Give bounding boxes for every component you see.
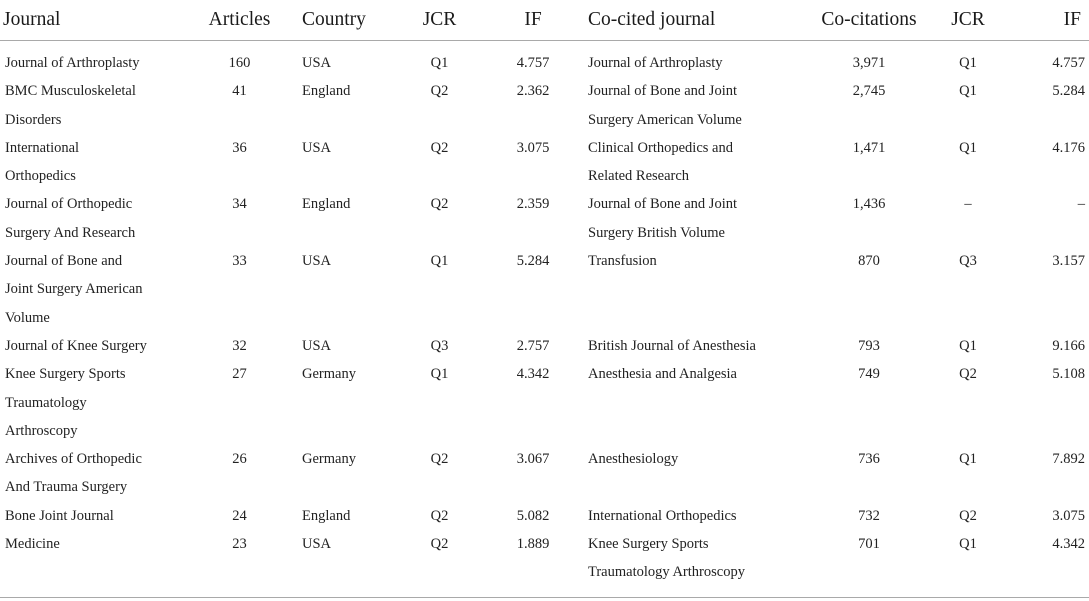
cell-if: 5.284 [516, 253, 550, 270]
cell-country: Germany [302, 451, 356, 468]
cell-co-cited-journal [583, 332, 816, 360]
cell-if: 3.075 [516, 139, 550, 156]
cell-country: England [302, 83, 351, 100]
table-row [0, 360, 1089, 445]
cell-if: 2.359 [516, 196, 550, 213]
cell-co-cited-journal-line: British Journal of Anesthesia [588, 337, 756, 354]
cell-co-cited-journal [583, 445, 816, 502]
cell-co-jcr: Q2 [959, 507, 977, 524]
cell-journal [0, 77, 183, 134]
cell-journal-line: Orthopedics [5, 168, 76, 185]
cell-country: USA [302, 253, 332, 270]
table-row [0, 41, 1089, 78]
cell-jcr: Q1 [430, 366, 449, 383]
cell-co-cited-journal-line: Related Research [588, 168, 690, 185]
cell-co-citations: 1,471 [852, 139, 886, 156]
cell-journal-line: International [5, 139, 80, 156]
cell-co-jcr: Q1 [959, 139, 977, 156]
cell-co-cited-journal-line: Journal of Arthroplasty [588, 55, 723, 71]
cell-co-cited-journal-line: Surgery British Volume [588, 224, 725, 241]
cell-co-cited-journal-line: International Orthopedics [588, 507, 737, 524]
cell-journal-line: Medicine [5, 536, 60, 553]
cell-articles: 23 [232, 536, 247, 553]
cell-if: 3.067 [516, 451, 550, 468]
cell-co-cited-journal [583, 41, 816, 78]
cell-if: 4.342 [516, 366, 550, 383]
cell-co-citations: 749 [858, 366, 880, 383]
cell-journal-line: Journal of Orthopedic [5, 196, 133, 213]
cell-co-citations: 2,745 [852, 83, 886, 100]
cell-co-jcr: Q1 [959, 83, 977, 100]
cell-co-if: 5.284 [1052, 83, 1085, 100]
cell-co-jcr: – [964, 196, 972, 213]
cell-co-cited-journal-line: Journal of Bone and Joint [588, 196, 738, 213]
cell-country: USA [302, 55, 332, 71]
cell-articles: 33 [232, 253, 247, 270]
cell-co-cited-journal-line: Anesthesiology [588, 451, 679, 468]
cell-co-jcr: Q1 [959, 536, 977, 553]
cell-co-cited-journal-line: Surgery American Volume [588, 111, 742, 128]
cell-journal [0, 445, 183, 502]
cell-if: 4.757 [516, 55, 550, 71]
cell-co-cited-journal [583, 360, 816, 445]
cell-country: England [302, 196, 351, 213]
cell-if: 2.362 [516, 83, 550, 100]
cell-journal-line: Arthroscopy [5, 422, 78, 439]
cell-co-cited-journal [583, 502, 816, 530]
cell-jcr: Q1 [430, 55, 449, 71]
cell-jcr: Q3 [430, 337, 449, 354]
cell-co-cited-journal [583, 77, 816, 134]
cell-journal-line: BMC Musculoskeletal [5, 83, 136, 100]
header-jcr: JCR [396, 0, 483, 41]
cell-journal-line: Journal of Knee Surgery [5, 337, 147, 354]
cell-jcr: Q2 [430, 451, 449, 468]
cell-journal-line: Journal of Arthroplasty [5, 55, 140, 71]
cell-co-if: 5.108 [1052, 366, 1085, 383]
table-row [0, 332, 1089, 360]
cell-articles: 24 [232, 507, 247, 524]
cell-country: England [302, 507, 351, 524]
cell-if: 2.757 [516, 337, 550, 354]
header-co-jcr: JCR [922, 0, 1014, 41]
cell-co-if: 4.342 [1052, 536, 1085, 553]
cell-country: USA [302, 337, 332, 354]
cell-co-cited-journal-line: Transfusion [588, 253, 657, 270]
cell-journal-line: Knee Surgery Sports [5, 366, 126, 383]
cell-journal [0, 134, 183, 191]
cell-jcr: Q2 [430, 139, 449, 156]
cell-co-jcr: Q3 [959, 253, 977, 270]
cell-co-cited-journal [583, 530, 816, 597]
cell-co-jcr: Q1 [959, 451, 977, 468]
cell-co-cited-journal-line: Anesthesia and Analgesia [588, 366, 737, 383]
cell-journal [0, 247, 183, 332]
table-row [0, 134, 1089, 191]
cell-co-cited-journal [583, 247, 816, 332]
cell-co-citations: 1,436 [852, 196, 886, 213]
cell-co-citations: 793 [858, 337, 880, 354]
cell-jcr: Q2 [430, 196, 449, 213]
cell-journal [0, 190, 183, 247]
cell-jcr: Q2 [430, 507, 449, 524]
cell-co-citations: 701 [858, 536, 880, 553]
cell-if: 5.082 [516, 507, 550, 524]
header-country: Country [296, 0, 396, 41]
cell-jcr: Q2 [430, 536, 449, 553]
cell-co-if: 3.075 [1052, 507, 1085, 524]
cell-journal [0, 332, 183, 360]
cell-journal [0, 41, 183, 78]
cell-articles: 26 [232, 451, 247, 468]
cell-journal [0, 360, 183, 445]
table-row [0, 530, 1089, 597]
cell-country: USA [302, 536, 332, 553]
cell-articles: 32 [232, 337, 247, 354]
cell-co-cited-journal-line: Clinical Orthopedics and [588, 139, 733, 156]
cell-co-jcr: Q2 [959, 366, 977, 383]
header-journal: Journal [0, 0, 183, 41]
cell-articles: 160 [228, 55, 251, 71]
header-co-cited-journal: Co-cited journal [583, 0, 816, 41]
cell-country: USA [302, 139, 332, 156]
header-co-if: IF [1014, 0, 1089, 41]
cell-journal [0, 502, 183, 530]
cell-journal-line: Bone Joint Journal [5, 507, 114, 524]
table-row [0, 77, 1089, 134]
cell-jcr: Q1 [430, 253, 449, 270]
cell-country: Germany [302, 366, 356, 383]
cell-co-cited-journal-line: Journal of Bone and Joint [588, 83, 738, 100]
table-row [0, 190, 1089, 247]
cell-jcr: Q2 [430, 83, 449, 100]
cell-co-jcr: Q1 [959, 55, 977, 71]
cell-articles: 34 [232, 196, 247, 213]
cell-journal-line: Surgery And Research [5, 224, 136, 241]
header-row [0, 0, 1089, 41]
cell-articles: 36 [232, 139, 247, 156]
cell-articles: 41 [232, 83, 247, 100]
cell-journal-line: Disorders [5, 111, 62, 128]
cell-co-if: – [1077, 196, 1085, 213]
cell-co-cited-journal [583, 134, 816, 191]
header-co-citations: Co-citations [816, 0, 922, 41]
cell-co-citations: 736 [858, 451, 880, 468]
header-articles: Articles [183, 0, 296, 41]
cell-journal-line: Volume [5, 309, 50, 326]
cell-journal-line: Journal of Bone and [5, 253, 123, 270]
cell-journal-line: Joint Surgery American [5, 281, 143, 298]
cell-co-if: 7.892 [1052, 451, 1085, 468]
table-body [0, 41, 1089, 598]
cell-journal [0, 530, 183, 597]
cell-journal-line: And Trauma Surgery [5, 479, 128, 496]
cell-co-citations: 3,971 [852, 55, 886, 71]
cell-co-citations: 732 [858, 507, 880, 524]
cell-co-cited-journal-line: Traumatology Arthroscopy [588, 564, 745, 581]
cell-co-jcr: Q1 [959, 337, 977, 354]
table-row [0, 445, 1089, 502]
cell-co-cited-journal [583, 190, 816, 247]
header-if: IF [483, 0, 583, 41]
cell-co-if: 4.176 [1052, 139, 1085, 156]
cell-co-cited-journal-line: Knee Surgery Sports [588, 536, 709, 553]
table-row [0, 502, 1089, 530]
cell-journal-line: Archives of Orthopedic [5, 451, 142, 468]
cell-articles: 27 [232, 366, 247, 383]
cell-co-if: 9.166 [1052, 337, 1085, 354]
cell-journal-line: Traumatology [5, 394, 87, 411]
cell-co-if: 3.157 [1052, 253, 1085, 270]
cell-if: 1.889 [516, 536, 550, 553]
cell-co-citations: 870 [858, 253, 880, 270]
table-row [0, 247, 1089, 332]
cell-co-if: 4.757 [1052, 55, 1085, 71]
